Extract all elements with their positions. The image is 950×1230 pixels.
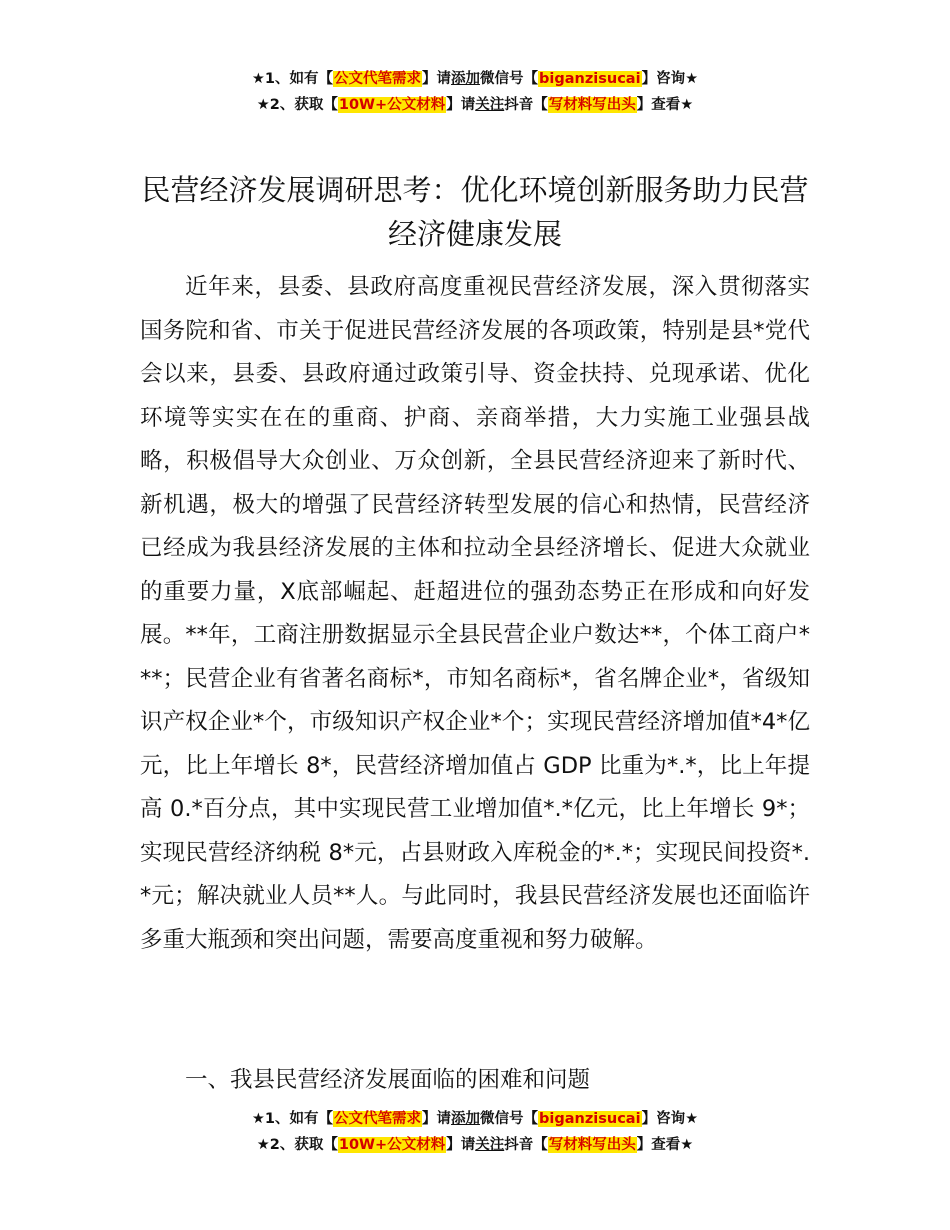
banner-text: 】查看★ xyxy=(636,97,694,113)
banner-text: 微信号【 xyxy=(480,1111,539,1127)
banner-line-2 xyxy=(0,92,950,118)
footer-banner xyxy=(0,1106,950,1158)
banner-text: 】查看★ xyxy=(636,1137,694,1153)
banner-text: 抖音【 xyxy=(504,1137,548,1153)
highlight-materials: 10W+公文材料 xyxy=(338,1137,446,1153)
header-banner xyxy=(0,66,950,118)
document-title: 民营经济发展调研思考：优化环境创新服务助力民营经济健康发展 xyxy=(141,173,809,251)
underline-follow: 关注 xyxy=(475,1137,505,1153)
banner-text: ★2、获取【 xyxy=(256,97,338,113)
banner-line-1 xyxy=(0,1106,950,1132)
banner-text: 】请 xyxy=(422,1111,452,1127)
banner-text: 】咨询★ xyxy=(641,71,699,87)
highlight-materials: 10W+公文材料 xyxy=(338,97,446,113)
banner-text: 】请 xyxy=(446,1137,476,1153)
highlight-douyin-account: 写材料写出头 xyxy=(548,97,636,113)
banner-line-1 xyxy=(0,66,950,92)
banner-text: 微信号【 xyxy=(480,71,539,87)
banner-text: 抖音【 xyxy=(504,97,548,113)
highlight-writing-service: 公文代笔需求 xyxy=(334,71,422,87)
banner-text: ★1、如有【 xyxy=(251,71,334,87)
banner-text: 】咨询★ xyxy=(641,1111,699,1127)
underline-add: 添加 xyxy=(451,71,481,87)
banner-text: ★1、如有【 xyxy=(251,1111,334,1127)
body-paragraph: 近年来，县委、县政府高度重视民营经济发展，深入贯彻落实国务院和省、市关于促进民营经济发展的各项政策，特别是县*党代会以来，县委、县政府通过政策引导、资金扶持、兑现承诺、优化环境等实实在在的重商、护商、亲商举措，大力实施工业强县战略，积极倡导大众创业、万众创新，全县民营经济迎来了新时代、新机遇，极大的增强了民营经济转型发展的信心和热情，民营经济已经成为我县经济发展的主体和拉动全县经济增长、促进大众就业的重要力量，X底部崛起、赶超进位的强劲态势正在形成和向好发展。**年，工商注册数据显示全县民营企业户数达**，个体工商户***；民营企业有省著名商标*，市知名商标*，省名牌企业*，省级知识产权企业*个，市级知识产权企业*个；实现民营经济增加值*4*亿元，比上年增长 8*，民营经济增加值占 GDP 比重为*.*，比上年提高 0.*百分点，其中实现民营工业增加值*.*亿元，比上年增长 9*；实现民营经济纳税 8*元，占县财政入库税金的*.*；实现民间投资*.*元；解决就业人员**人。与此同时，我县民营经济发展也还面临许多重大瓶颈和突出问题，需要高度重视和努力破解。 xyxy=(140,274,810,953)
section-heading: 一、我县民营经济发展面临的困难和问题 xyxy=(185,1067,591,1093)
banner-text: 】请 xyxy=(422,71,452,87)
highlight-writing-service: 公文代笔需求 xyxy=(334,1111,422,1127)
highlight-douyin-account: 写材料写出头 xyxy=(548,1137,636,1153)
banner-text: 】请 xyxy=(446,97,476,113)
highlight-wechat-id: biganzisucai xyxy=(539,71,641,87)
banner-text: ★2、获取【 xyxy=(256,1137,338,1153)
highlight-wechat-id: biganzisucai xyxy=(539,1111,641,1127)
banner-line-2 xyxy=(0,1132,950,1158)
underline-follow: 关注 xyxy=(475,97,505,113)
underline-add: 添加 xyxy=(451,1111,481,1127)
